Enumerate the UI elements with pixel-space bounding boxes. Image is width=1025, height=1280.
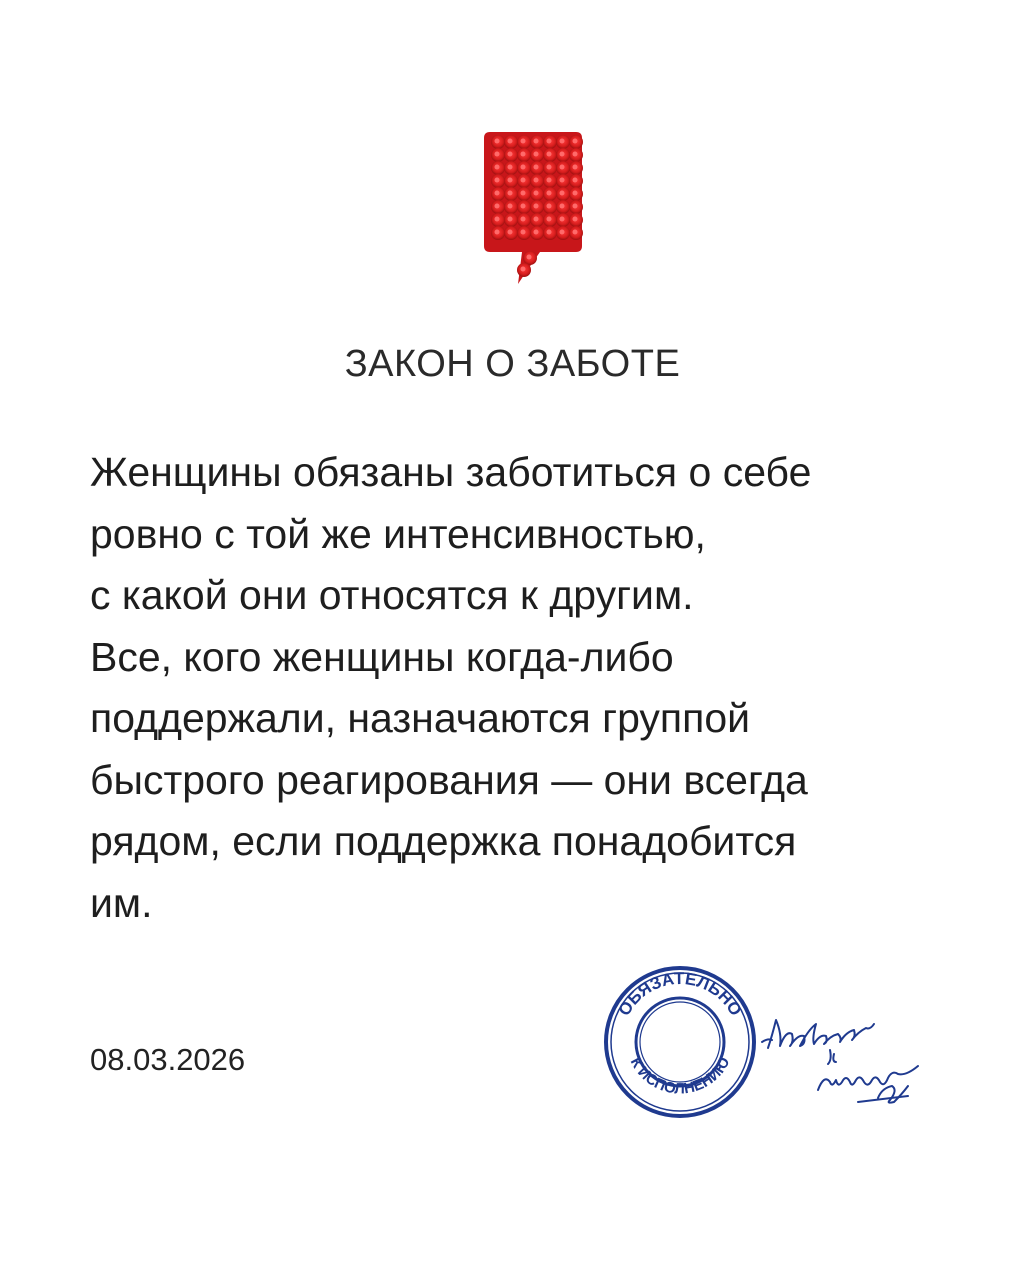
svg-text:К ИСПОЛНЕНИЮ — [627, 1054, 734, 1097]
rose-center — [527, 255, 532, 260]
rose-center — [508, 152, 513, 157]
rose-center — [560, 165, 565, 170]
rose-center — [534, 165, 539, 170]
logo-graphic — [470, 128, 594, 288]
rose-center — [547, 204, 552, 209]
rose-center — [495, 217, 500, 222]
rose-center — [547, 191, 552, 196]
rose-center — [521, 230, 526, 235]
rose-center — [495, 165, 500, 170]
rose-center — [534, 204, 539, 209]
stamp-graphic — [600, 962, 760, 1122]
document-body — [90, 442, 950, 934]
svg-text:ОБЯЗАТЕЛЬНО — [614, 969, 745, 1019]
rose-center — [573, 139, 578, 144]
body-line: Все, кого женщины когда-либо — [90, 633, 674, 680]
rose-center — [560, 152, 565, 157]
document-date: 08.03.2026 — [90, 1042, 246, 1077]
body-line: им. — [90, 879, 153, 926]
body-line: с какой они относятся к другим. — [90, 572, 694, 618]
rose-center — [521, 217, 526, 222]
rose-center — [573, 152, 578, 157]
rose-center — [495, 152, 500, 157]
rose-center — [573, 230, 578, 235]
rose-center — [547, 178, 552, 183]
rose-center — [547, 139, 552, 144]
rose-center — [560, 230, 565, 235]
stamp-top-text: ОБЯЗАТЕЛЬНО — [614, 968, 746, 1020]
rose-center — [560, 139, 565, 144]
round-stamp — [600, 962, 760, 1122]
body-line: ровно с той же интенсивностью, — [90, 510, 706, 557]
rose-center — [508, 191, 513, 196]
rose-center — [547, 152, 552, 157]
rose-center — [521, 152, 526, 157]
rose-speech-bubble-logo — [470, 128, 594, 288]
rose-center — [573, 178, 578, 183]
rose-center — [508, 217, 513, 222]
rose-center — [547, 230, 552, 235]
rose-center — [521, 267, 526, 272]
rose-center — [547, 217, 552, 222]
rose-center — [495, 139, 500, 144]
rose-center — [560, 217, 565, 222]
rose-center — [573, 217, 578, 222]
rose-center — [521, 178, 526, 183]
rose-center — [560, 178, 565, 183]
rose-center — [508, 139, 513, 144]
rose-center — [521, 165, 526, 170]
rose-center — [495, 191, 500, 196]
rose-center — [534, 139, 539, 144]
signature-graphic — [758, 990, 938, 1110]
rose-center — [521, 191, 526, 196]
rose-center — [534, 178, 539, 183]
rose-center — [508, 165, 513, 170]
rose-center — [508, 230, 513, 235]
rose-center — [534, 191, 539, 196]
rose-center — [573, 204, 578, 209]
rose-center — [521, 204, 526, 209]
rose-center — [495, 204, 500, 209]
body-line: Женщины обязаны заботиться о себе — [90, 449, 812, 495]
rose-center — [547, 165, 552, 170]
body-line: поддержали, назначаются группой — [90, 695, 751, 741]
rose-center — [534, 152, 539, 157]
rose-center — [508, 178, 513, 183]
rose-center — [573, 191, 578, 196]
rose-center — [495, 178, 500, 183]
stamp-bottom-text: К ИСПОЛНЕНИЮ — [626, 1054, 734, 1098]
rose-center — [495, 230, 500, 235]
handwritten-signature — [758, 990, 938, 1110]
rose-center — [508, 204, 513, 209]
body-line: быстрого реагирования — они всегда — [90, 756, 808, 803]
rose-center — [573, 165, 578, 170]
rose-center — [560, 191, 565, 196]
body-line: рядом, если поддержка понадобится — [90, 818, 797, 864]
rose-center — [534, 217, 539, 222]
rose-center — [534, 230, 539, 235]
rose-center — [560, 204, 565, 209]
document-title: ЗАКОН О ЗАБОТЕ — [344, 343, 681, 385]
rose-center — [521, 139, 526, 144]
